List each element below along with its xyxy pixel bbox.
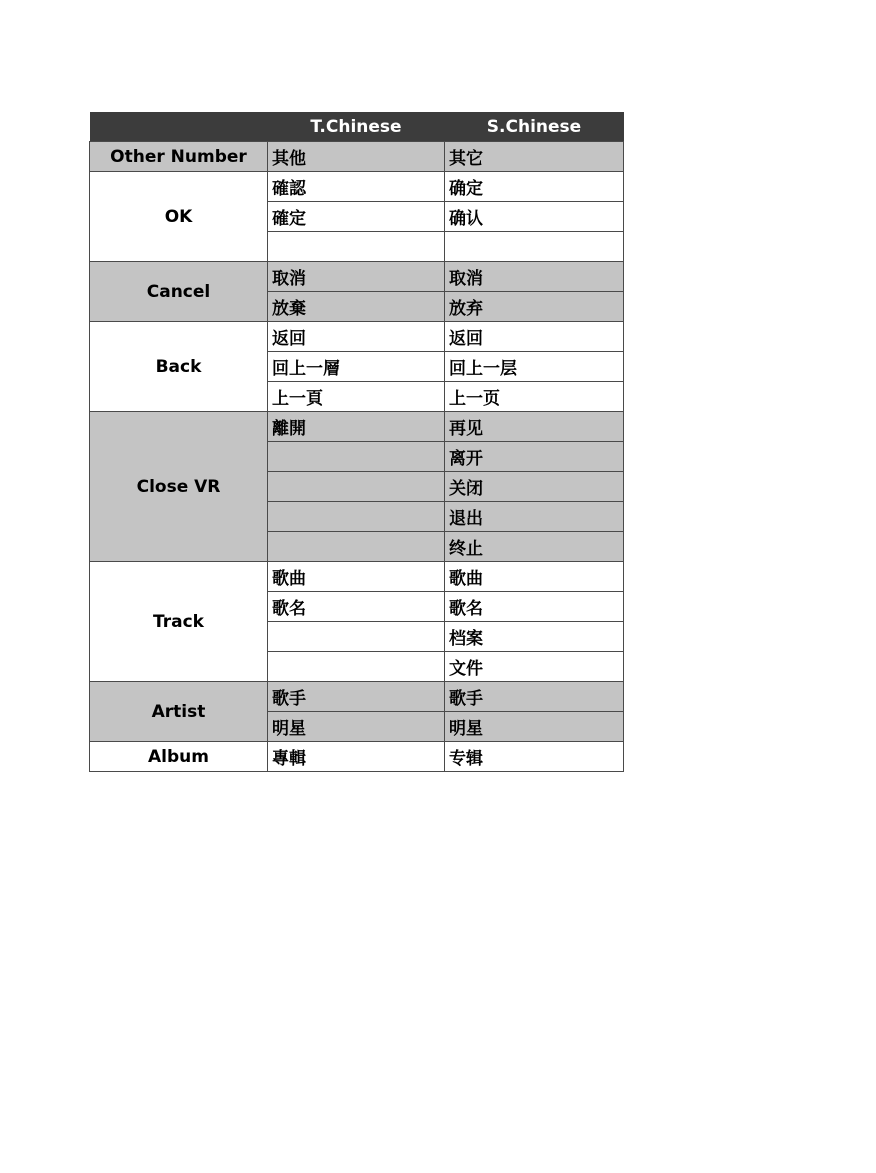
- simplified-chinese-cell: 再见: [445, 412, 624, 442]
- simplified-chinese-cell: 确认: [445, 202, 624, 232]
- traditional-chinese-cell: [268, 232, 445, 262]
- traditional-chinese-cell: 返回: [268, 322, 445, 352]
- simplified-chinese-cell: 终止: [445, 532, 624, 562]
- term-cell: Track: [90, 562, 268, 682]
- table-row: [90, 262, 624, 292]
- traditional-chinese-cell: [268, 502, 445, 532]
- table-row: [90, 682, 624, 712]
- table-row: [90, 322, 624, 352]
- header-traditional-chinese: T.Chinese: [268, 112, 445, 142]
- simplified-chinese-cell: 上一页: [445, 382, 624, 412]
- simplified-chinese-cell: 歌曲: [445, 562, 624, 592]
- simplified-chinese-cell: 关闭: [445, 472, 624, 502]
- traditional-chinese-cell: 專輯: [268, 742, 445, 772]
- simplified-chinese-cell: 离开: [445, 442, 624, 472]
- term-cell: Artist: [90, 682, 268, 742]
- table-row: [90, 742, 624, 772]
- term-cell: Other Number: [90, 142, 268, 172]
- simplified-chinese-cell: 文件: [445, 652, 624, 682]
- table-body: [90, 142, 624, 772]
- term-cell: OK: [90, 172, 268, 262]
- traditional-chinese-cell: [268, 472, 445, 502]
- simplified-chinese-cell: 取消: [445, 262, 624, 292]
- term-cell: Back: [90, 322, 268, 412]
- table-row: [90, 412, 624, 442]
- traditional-chinese-cell: 明星: [268, 712, 445, 742]
- table-header-row: [90, 112, 624, 142]
- term-cell: Cancel: [90, 262, 268, 322]
- simplified-chinese-cell: 明星: [445, 712, 624, 742]
- header-simplified-chinese: S.Chinese: [445, 112, 624, 142]
- traditional-chinese-cell: [268, 622, 445, 652]
- traditional-chinese-cell: 上一頁: [268, 382, 445, 412]
- translation-table: [89, 112, 624, 772]
- simplified-chinese-cell: [445, 232, 624, 262]
- simplified-chinese-cell: 档案: [445, 622, 624, 652]
- traditional-chinese-cell: 歌手: [268, 682, 445, 712]
- traditional-chinese-cell: 其他: [268, 142, 445, 172]
- traditional-chinese-cell: 歌曲: [268, 562, 445, 592]
- simplified-chinese-cell: 专辑: [445, 742, 624, 772]
- traditional-chinese-cell: 放棄: [268, 292, 445, 322]
- traditional-chinese-cell: 確認: [268, 172, 445, 202]
- table-row: [90, 562, 624, 592]
- traditional-chinese-cell: 離開: [268, 412, 445, 442]
- traditional-chinese-cell: [268, 442, 445, 472]
- table-row: [90, 172, 624, 202]
- traditional-chinese-cell: 取消: [268, 262, 445, 292]
- simplified-chinese-cell: 其它: [445, 142, 624, 172]
- traditional-chinese-cell: 歌名: [268, 592, 445, 622]
- simplified-chinese-cell: 放弃: [445, 292, 624, 322]
- header-term: [90, 112, 268, 142]
- traditional-chinese-cell: 回上一層: [268, 352, 445, 382]
- table-row: [90, 142, 624, 172]
- traditional-chinese-cell: [268, 532, 445, 562]
- term-cell: Album: [90, 742, 268, 772]
- simplified-chinese-cell: 歌手: [445, 682, 624, 712]
- traditional-chinese-cell: [268, 652, 445, 682]
- traditional-chinese-cell: 確定: [268, 202, 445, 232]
- simplified-chinese-cell: 歌名: [445, 592, 624, 622]
- simplified-chinese-cell: 确定: [445, 172, 624, 202]
- simplified-chinese-cell: 退出: [445, 502, 624, 532]
- simplified-chinese-cell: 回上一层: [445, 352, 624, 382]
- simplified-chinese-cell: 返回: [445, 322, 624, 352]
- term-cell: Close VR: [90, 412, 268, 562]
